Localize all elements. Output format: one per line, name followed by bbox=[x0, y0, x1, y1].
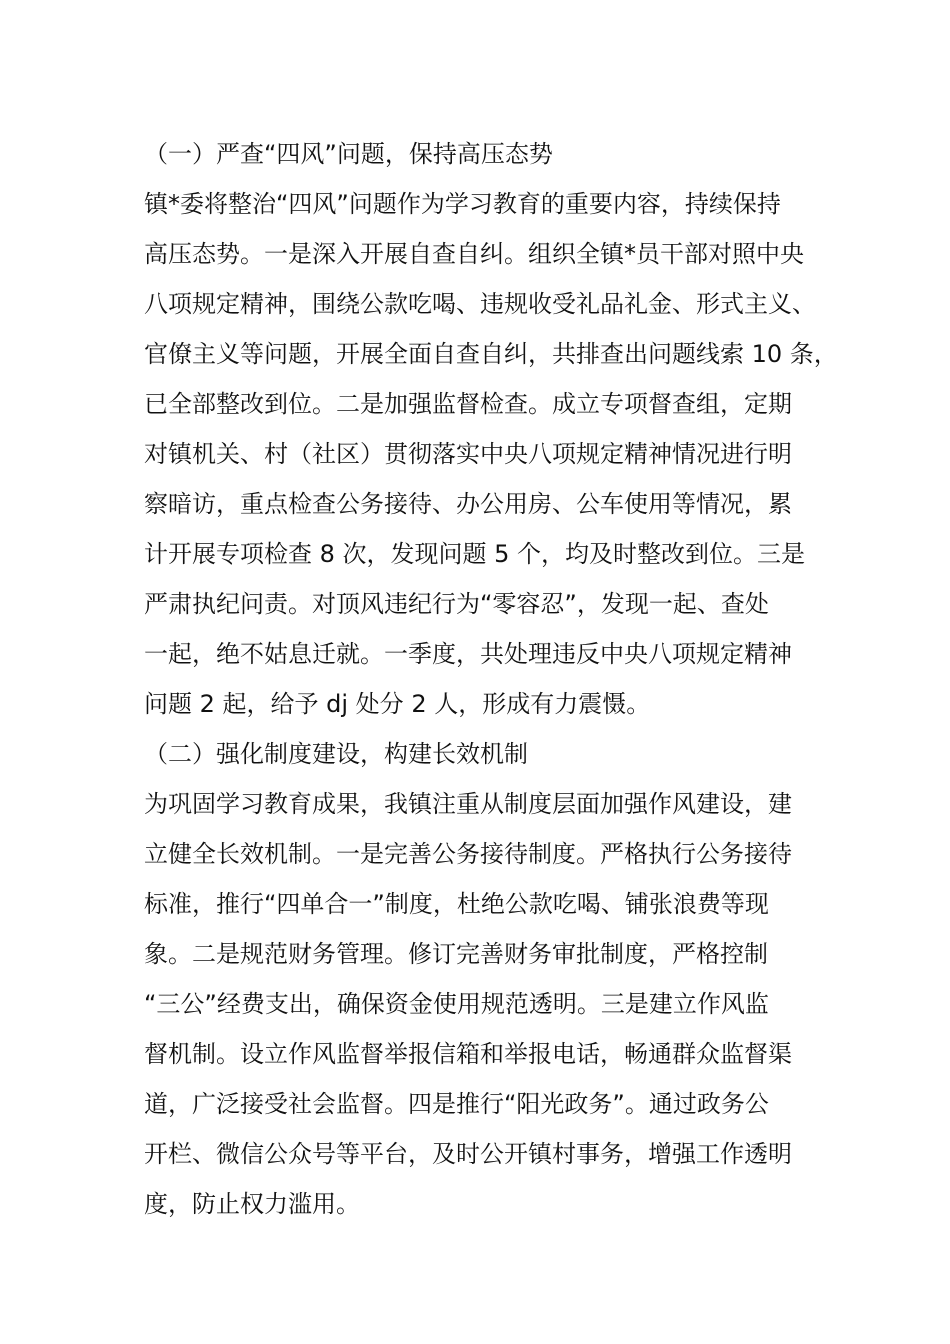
section-1-paragraph bbox=[144, 179, 838, 729]
text-line: 镇*委将整治“四风”问题作为学习教育的重要内容，持续保持 bbox=[144, 190, 781, 218]
text-line: 官僚主义等问题，开展全面自查自纠，共排查出问题线索 10 条， bbox=[144, 340, 838, 368]
text-line: 标准，推行“四单合一”制度，杜绝公款吃喝、铺张浪费等现 bbox=[144, 890, 769, 918]
section-2-paragraph bbox=[144, 779, 808, 1229]
text-line: 开栏、微信公众号等平台，及时公开镇村事务，增强工作透明 bbox=[144, 1140, 792, 1168]
text-line: “三公”经费支出，确保资金使用规范透明。三是建立作风监 bbox=[144, 990, 769, 1018]
section-1-heading: （一）严查“四风”问题，保持高压态势 bbox=[144, 140, 553, 168]
text-line: 为巩固学习教育成果，我镇注重从制度层面加强作风建设，建 bbox=[144, 790, 792, 818]
text-line: 高压态势。一是深入开展自查自纠。组织全镇*员干部对照中央 bbox=[144, 240, 804, 268]
text-line: 察暗访，重点检查公务接待、办公用房、公车使用等情况，累 bbox=[144, 490, 792, 518]
text-line: 度，防止权力滥用。 bbox=[144, 1190, 360, 1218]
text-line: 立健全长效机制。一是完善公务接待制度。严格执行公务接待 bbox=[144, 840, 792, 868]
text-line: 象。二是规范财务管理。修订完善财务审批制度，严格控制 bbox=[144, 940, 768, 968]
text-line: 督机制。设立作风监督举报信箱和举报电话，畅通群众监督渠 bbox=[144, 1040, 792, 1068]
text-line: 一起，绝不姑息迁就。一季度，共处理违反中央八项规定精神 bbox=[144, 640, 792, 668]
text-line: 道，广泛接受社会监督。四是推行“阳光政务”。通过政务公 bbox=[144, 1090, 769, 1118]
text-line: 计开展专项检查 8 次，发现问题 5 个，均及时整改到位。三是 bbox=[144, 540, 806, 568]
text-line: 已全部整改到位。二是加强监督检查。成立专项督查组，定期 bbox=[144, 390, 792, 418]
text-line: 问题 2 起，给予 dj 处分 2 人，形成有力震慑。 bbox=[144, 690, 651, 718]
document-body bbox=[144, 129, 838, 1229]
text-line: 对镇机关、村（社区）贯彻落实中央八项规定精神情况进行明 bbox=[144, 440, 792, 468]
text-line: 严肃执纪问责。对顶风违纪行为“零容忍”，发现一起、查处 bbox=[144, 590, 769, 618]
section-2-heading: （二）强化制度建设，构建长效机制 bbox=[144, 740, 528, 768]
text-line: 八项规定精神，围绕公款吃喝、违规收受礼品礼金、形式主义、 bbox=[144, 290, 816, 318]
